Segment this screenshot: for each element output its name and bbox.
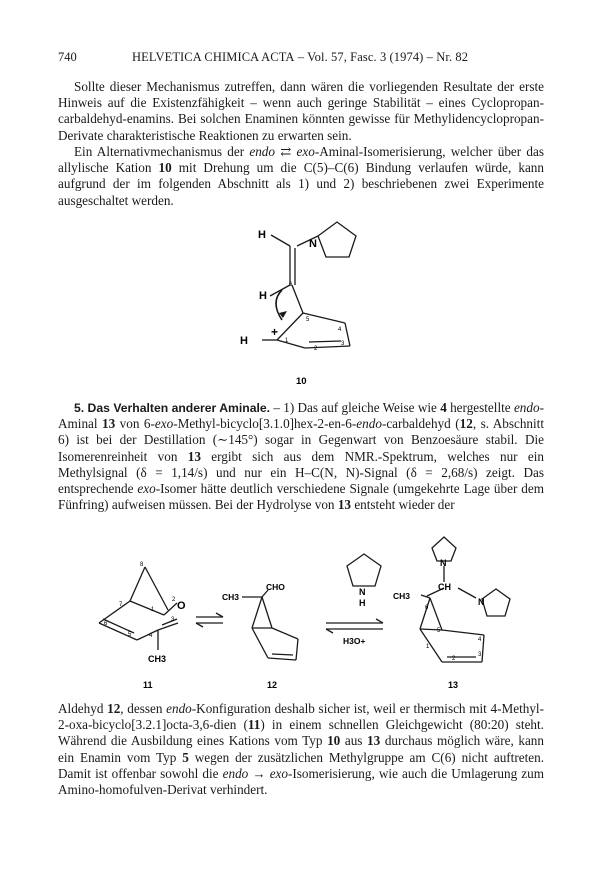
p3-b: 4	[440, 400, 447, 415]
p2-endo-exo: endo ⇄ exo	[249, 144, 315, 159]
locant-1: 1	[285, 338, 289, 344]
p3-r: 13	[337, 497, 352, 513]
p4-q: -Isomerisierung, wie auch die Umlagerung zum Amino-homofulven-Derivat verhindert.	[58, 765, 545, 798]
p3-f: 13	[102, 416, 116, 432]
journal-issue: – Vol. 57, Fasc. 3 (1974) – Nr. 82	[297, 50, 469, 64]
c13-ch3: CH3	[393, 591, 411, 601]
c12-ch3: CH3	[222, 592, 240, 602]
p4-n: endo	[222, 765, 249, 781]
p4-l: 5	[182, 749, 189, 765]
p4-d: endo	[166, 701, 192, 716]
p4-p: exo	[269, 765, 288, 781]
paragraph-3	[58, 400, 544, 513]
c11-locant-8: 8	[140, 562, 144, 568]
p4-f: 11	[247, 717, 261, 733]
p4-a: Aldehyd	[58, 701, 108, 716]
atom-h-top: H	[258, 229, 266, 241]
p3-h: exo	[154, 416, 174, 432]
c11-locant-2: 2	[172, 597, 176, 603]
paragraph-2	[58, 144, 544, 209]
p3-a: – 1) Das auf gleiche Weise wie	[270, 400, 441, 415]
p3-c: hergestellte	[446, 400, 514, 415]
c13-locant-1: 1	[426, 644, 430, 650]
c13-locant-2: 2	[452, 656, 456, 662]
label-11: 11	[143, 680, 153, 690]
c13-ch: CH	[438, 582, 451, 592]
p4-i: aus	[340, 733, 368, 749]
p3-g: von 6-	[115, 416, 155, 432]
p4-b: 12	[107, 701, 121, 716]
locant-3: 3	[341, 341, 345, 347]
paragraph-1-text: Sollte dieser Mechanismus zutreffen, dann wären die vorliegenden Resultate der erste Hinweis auf die Existenzfähigkeit – wenn auch geringe Stabilität – eines Cyclopropan-carbaldehyd-enamins. Bei solchen Enaminen könnten gewisse für Methylidencyclopropan-Derivate charakteristische Reaktionen zu erwarten sein.	[58, 79, 544, 143]
c13-locant-3: 3	[478, 652, 482, 658]
p3-d: endo	[513, 400, 540, 415]
atom-n: N	[309, 238, 317, 250]
c12-cho: CHO	[266, 582, 285, 592]
p2-text-c: -Aminal-Isomerisierung, welcher über das allylische Kation	[58, 144, 544, 176]
reagent-h3o-plus: H3O+	[343, 636, 366, 646]
p4-m: wegen der zusätzlichen Methylgruppe am C(6) nicht auftreten. Damit ist offenbar sowohl die	[58, 749, 544, 781]
c11-oxygen: O	[177, 600, 186, 612]
label-13: 13	[448, 680, 459, 690]
c13-n-right: N	[478, 597, 485, 607]
label-10: 10	[296, 376, 307, 387]
p4-e: -Konfiguration deshalb sicher ist, weil er thermisch mit 4-Methyl-2-oxa-bicyclo[3.2.1]octa-3,6-dien (	[58, 701, 544, 733]
running-header	[132, 50, 468, 65]
locant-4: 4	[338, 327, 342, 333]
p3-k: -carbaldehyd (	[381, 416, 460, 432]
reaction-scheme	[80, 525, 540, 695]
c11-locant-3: 3	[171, 617, 175, 623]
locant-5: 5	[306, 317, 310, 323]
journal-name: HELVETICA CHIMICA ACTA	[132, 50, 295, 64]
section-heading: 5. Das Verhalten anderer Aminale.	[74, 401, 271, 415]
p3-j: endo	[356, 416, 382, 432]
p2-text-e: mit Drehung um die C(5)–C(6) Bindung verlaufen würde, kann aufgrund der im folgenden Abschnitt als 1) und 2) beschriebenen zwei Experimente ausgeschaltet werden.	[58, 160, 544, 208]
p2-compound-10: 10	[158, 160, 172, 176]
c11-locant-6: 6	[104, 621, 108, 627]
reagent-h: H	[359, 598, 366, 608]
p4-o: →	[248, 765, 270, 781]
paragraph-4	[58, 701, 544, 798]
locant-6: 6	[289, 282, 293, 288]
c11-locant-1: 1	[151, 607, 155, 613]
p3-m: , s. Abschnitt 6) ist bei der Destillation (∼145°) sogar in Gegenwart von Benzoesäure stabil. Die Isomerenreinheit von	[58, 416, 544, 464]
c13-locant-5: 5	[437, 628, 441, 634]
c11-ch3: CH3	[148, 654, 167, 664]
atom-h-plus: H	[240, 335, 248, 347]
structure-10	[200, 212, 400, 387]
p2-text-a: Ein Alternativmechanismus der	[74, 144, 250, 159]
c13-locant-4: 4	[478, 637, 482, 643]
p3-o: ergibt sich aus dem NMR.-Spektrum, welches nur ein Methylsignal (δ = 1,14/s) und nur ein H–C(N, N)-Signal (δ = 2,68/s) zeigt. Das entsprechende	[58, 448, 544, 497]
page-number: 740	[58, 50, 77, 64]
c13-n-top: N	[440, 558, 447, 568]
locant-2: 2	[314, 346, 318, 352]
c11-locant-7: 7	[119, 602, 123, 608]
paragraph-1	[58, 79, 544, 144]
p3-s: entsteht wieder der	[351, 497, 455, 513]
p4-h: 10	[327, 733, 341, 749]
p4-j: 13	[367, 733, 381, 749]
reagent-n: N	[359, 587, 366, 597]
c11-locant-4: 4	[149, 633, 153, 639]
p3-l: 12	[459, 416, 473, 432]
cation-plus: +	[271, 325, 279, 339]
p3-p: exo	[137, 481, 156, 497]
p4-g: ) in einem schnellen Gleichgewicht (80:20) steht. Während die Ausbildung eines Kations vom Typ	[58, 717, 544, 749]
p4-c: , dessen	[120, 701, 167, 716]
p3-q: -Isomer hätte deutlich verschiedene Signale (umgekehrte Lage über dem Fünfring) aufweisen müssen. Bei der Hydrolyse von	[58, 481, 544, 513]
p3-i: -Methyl-bicyclo[3.1.0]hex-2-en-6-	[173, 416, 357, 432]
c11-locant-5: 5	[128, 632, 132, 638]
p3-n: 13	[187, 448, 201, 464]
p3-e: -Aminal	[58, 400, 544, 432]
c13-locant-6: 6	[425, 605, 429, 611]
p4-k: durchaus möglich wäre, kann ein Enamin vom Typ	[58, 733, 544, 765]
label-12: 12	[267, 680, 278, 690]
atom-h-mid: H	[259, 290, 267, 302]
